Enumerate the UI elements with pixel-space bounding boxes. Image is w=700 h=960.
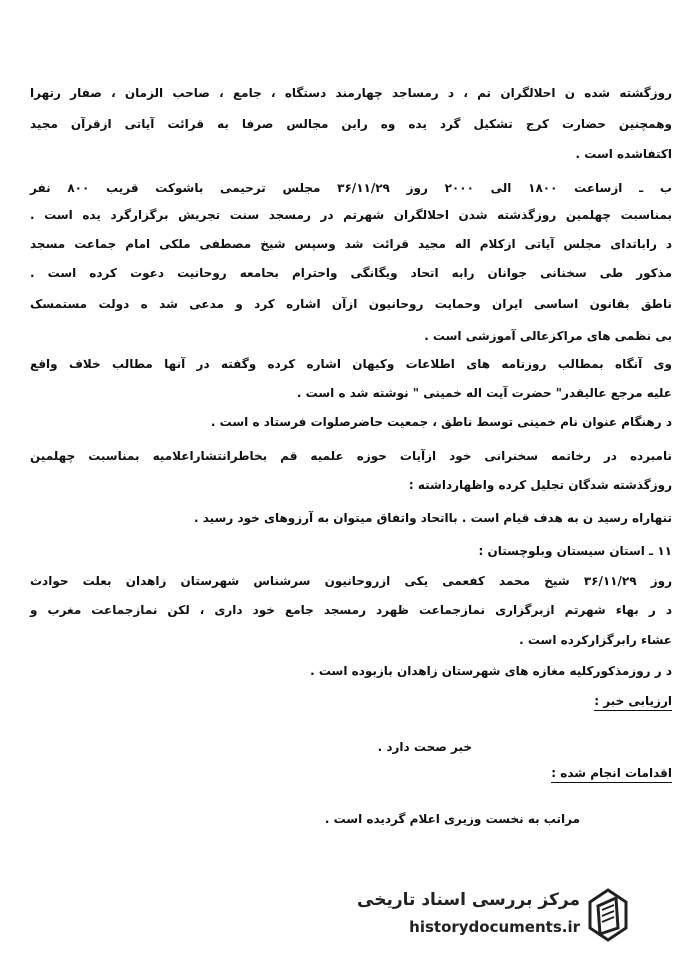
document-line: وهمچنین حضارت کرج تشکیل گرد یده وه راین مجالس صرفا به قرائت آیاتی ازقرآن مجید [30, 117, 672, 131]
footer-watermark [357, 886, 630, 946]
document-line: د رهنگام عنوان نام خمینی توسط ناطق ، جمعیت حاضرصلوات فرستاد ه است . [210, 415, 672, 429]
document-line: روزگشته شده ن احلالگران تم ، د رمساجد چهارمند دستگاه ، جامع ، صاحب الزمان ، صفار رتهرا [30, 86, 672, 100]
document-line: د ر روزمذکورکلیه مغازه های شهرستان زاهدان بازبوده است . [310, 664, 672, 678]
document-line: اکتفاشده است . [575, 147, 672, 161]
document-line: روزگذشته شدگان تجلیل کرده واظهارداشته : [408, 478, 672, 492]
document-center-logo-icon [586, 888, 630, 942]
assessment-label: ارزیابی خبر : [594, 694, 672, 711]
document-line: د راباتدای مجلس آیاتی ازکلام اله مجید قرائت شد وسپس شیخ مصطفی ملکی امام جماعت مسجد [30, 237, 672, 251]
section-heading: ۱۱ ـ استان سیستان وبلوچستان : [478, 544, 672, 558]
assessment-value: خبر صحت دارد . [377, 740, 472, 754]
document-line: علیه مرجع عالیقدر" حضرت آیت اله خمینی " نوشته شد ه است . [296, 386, 672, 400]
footer-url: historydocuments.ir [409, 918, 580, 936]
document-line: عشاء رابرگزارکرده است . [519, 633, 672, 647]
document-line: ناطق بقانون اساسی ایران وحمایت روحانیون ازآن اشاره کرد و مدعی شد ه دولت مستمسک [30, 297, 672, 311]
document-line: نامبرده در رخاتمه سخنرانی خود ازآیات حوزه علمیه قم بخاطرانتشاراعلامیه بمناسبت چهلمین [30, 449, 672, 463]
document-line: روز ۳۶/۱۱/۲۹ شیخ محمد کفعمی یکی ازروحانیون سرشناس شهرستان زاهدان بعلت حوادث [30, 574, 672, 588]
document-line: بمناسبت چهلمین روزگذشته شدن احلالگران شهرتم در رمسجد سنت تجریش برگزارگرد یده است . [30, 208, 672, 222]
document-line: بی نظمی های مراکزعالی آموزشی است . [424, 329, 672, 343]
actions-value: مراتب به نخست وزیری اعلام گردیده است . [324, 812, 580, 826]
footer-title: مرکز بررسی اسناد تاریخی [357, 890, 580, 910]
actions-label: اقدامات انجام شده : [551, 766, 672, 783]
document-line: د ر بهاء شهرتم ازبرگزاری نمازجماعت ظهرد رمسجد جامع خود داری ، لکن نمازجماعت مغرب و [30, 603, 672, 617]
document-line: وی آنگاه بمطالب روزنامه های اطلاعات وکیهان اشاره کرده وگفته در آنها مطالب خلاف واقع [30, 357, 672, 371]
document-line: تنهاراه رسید ن به هدف قیام است . بااتحاد واتفاق میتوان به آرزوهای خود رسید . [193, 511, 672, 525]
document-line: مذکور طی سخنانی جوانان رابه اتحاد ویگانگی واحترام بحامعه روحانیت دعوت کرده است . [30, 266, 672, 280]
document-line: ب ـ ازساعت ۱۸۰۰ الی ۲۰۰۰ روز ۳۶/۱۱/۲۹ مجلس ترحیمی باشوکت قریب ۸۰۰ نفر [30, 181, 672, 195]
